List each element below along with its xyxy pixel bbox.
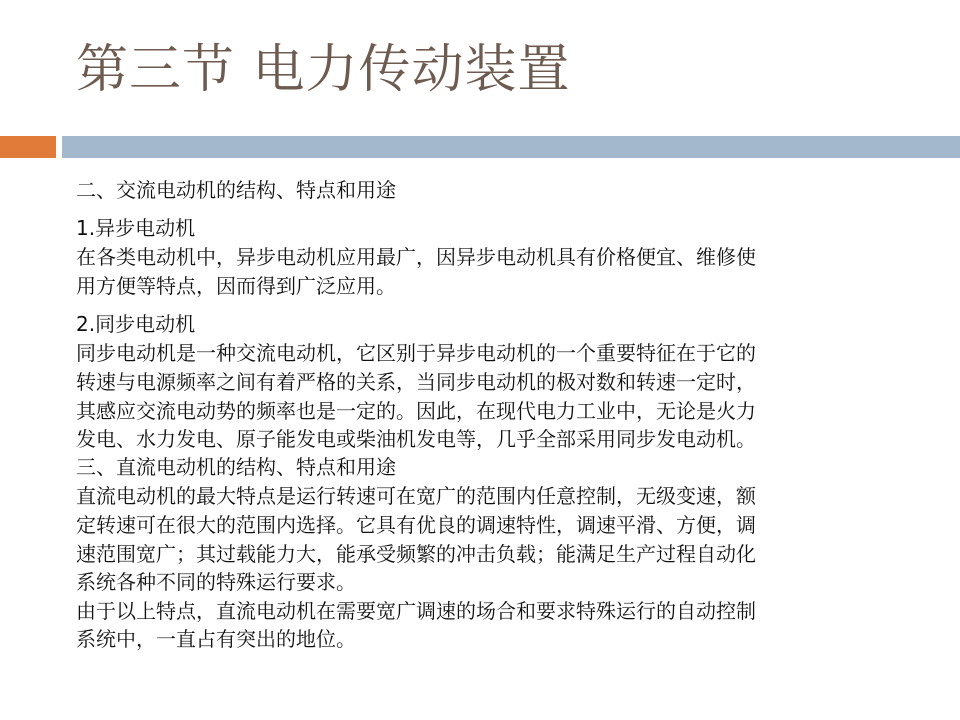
body-line: 同步电动机是一种交流电动机，它区别于异步电动机的一个重要特征在于它的 (76, 341, 756, 365)
section-heading-dc-motor: 三、直流电动机的结构、特点和用途 (76, 455, 396, 479)
divider-accent-orange (0, 136, 56, 158)
subheading-async-motor: 1.异步电动机 (76, 216, 196, 240)
section-heading-ac-motor: 二、交流电动机的结构、特点和用途 (76, 178, 396, 202)
divider-accent-blue (62, 136, 960, 158)
body-line: 发电、水力发电、原子能发电或柴油机发电等，几乎全部采用同步发电动机。 (76, 427, 756, 451)
body-line: 速范围宽广；其过载能力大，能承受频繁的冲击负载；能满足生产过程自动化 (76, 542, 756, 566)
body-line: 系统各种不同的特殊运行要求。 (76, 570, 356, 594)
body-line: 用方便等特点，因而得到广泛应用。 (76, 274, 396, 298)
body-line: 系统中，一直占有突出的地位。 (76, 627, 356, 651)
slide-title: 第三节 电力传动装置 (76, 40, 571, 100)
body-line: 直流电动机的最大特点是运行转速可在宽广的范围内任意控制，无级变速，额 (76, 484, 756, 508)
body-line: 定转速可在很大的范围内选择。它具有优良的调速特性，调速平滑、方便，调 (76, 513, 756, 537)
subheading-sync-motor: 2.同步电动机 (76, 312, 196, 336)
body-line: 在各类电动机中，异步电动机应用最广，因异步电动机具有价格便宜、维修使 (76, 245, 756, 269)
body-line: 由于以上特点，直流电动机在需要宽广调速的场合和要求特殊运行的自动控制 (76, 599, 756, 623)
body-line: 其感应交流电动势的频率也是一定的。因此，在现代电力工业中，无论是火力 (76, 399, 756, 423)
body-line: 转速与电源频率之间有着严格的关系，当同步电动机的极对数和转速一定时， (76, 370, 756, 394)
